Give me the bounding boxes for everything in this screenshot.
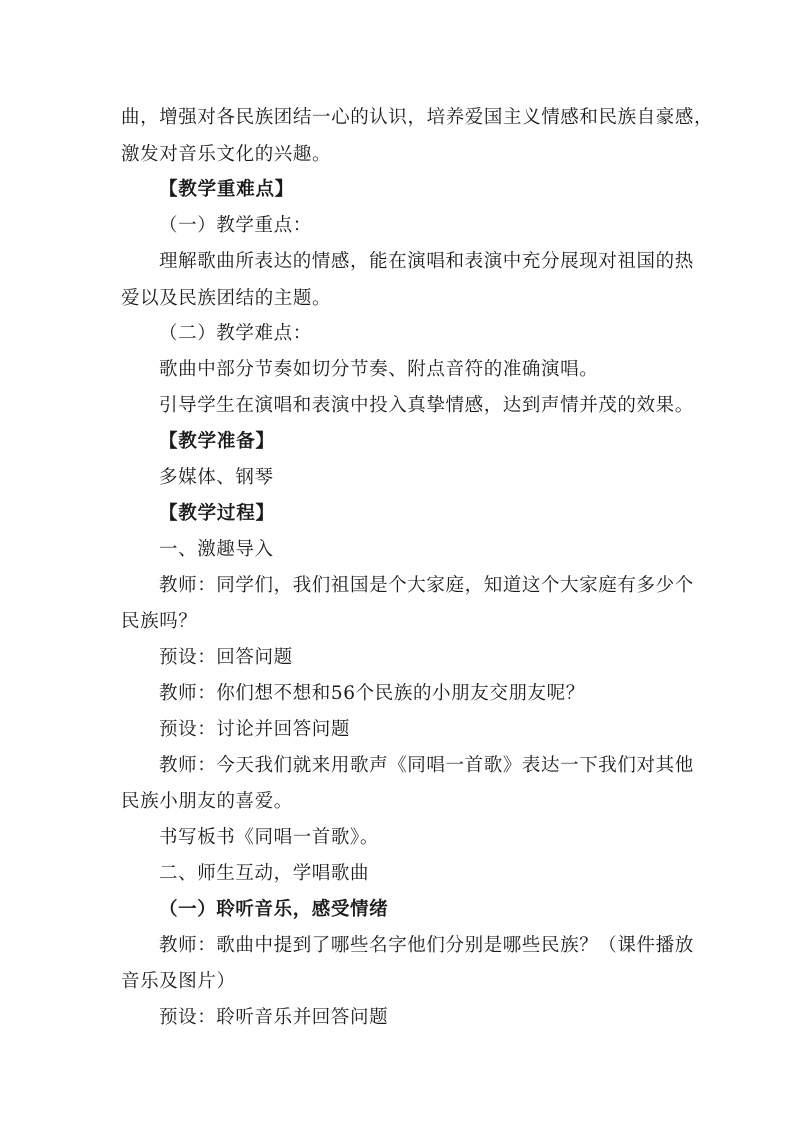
paragraph-line: 歌曲中部分节奏如切分节奏、附点音符的准确演唱。 (159, 359, 599, 380)
section-heading-preparation: 【教学准备】 (159, 431, 275, 452)
paragraph-line: 曲，增强对各民族团结一心的认识，培养爱国主义情感和民族自豪感， (121, 107, 714, 128)
paragraph-line: 理解歌曲所表达的情感，能在演唱和表演中充分展现对祖国的热 (159, 251, 694, 272)
paragraph-line: 教师：歌曲中提到了哪些名字他们分别是哪些民族？（课件播放 (159, 935, 694, 956)
paragraph-line: 预设：讨论并回答问题 (159, 719, 351, 740)
paragraph-line: 教师：同学们，我们祖国是个大家庭，知道这个大家庭有多少个 (159, 575, 694, 596)
subheading-difficult-point: （二）教学难点： (159, 323, 312, 344)
paragraph-line: 教师：你们想不想和56个民族的小朋友交朋友呢？ (159, 683, 585, 704)
paragraph-line: 预设：聆听音乐并回答问题 (159, 1007, 389, 1028)
step-heading-introduction: 一、激趣导入 (159, 539, 274, 560)
paragraph-line: 预设：回答问题 (159, 647, 293, 668)
subheading-listening: （一）聆听音乐，感受情绪 (159, 899, 389, 920)
paragraph-line: 音乐及图片） (121, 971, 236, 992)
paragraph-line: 书写板书《同唱一首歌》。 (159, 827, 379, 848)
paragraph-line: 爱以及民族团结的主题。 (121, 288, 332, 309)
paragraph-line: 教师：今天我们就来用歌声《同唱一首歌》表达一下我们对其他 (159, 755, 694, 776)
section-heading-process: 【教学过程】 (159, 503, 275, 524)
paragraph-line: 引导学生在演唱和表演中投入真挚情感，达到声情并茂的效果。 (159, 395, 694, 416)
paragraph-line: 多媒体、钢琴 (159, 467, 274, 488)
step-heading-interaction: 二、师生互动，学唱歌曲 (159, 863, 370, 884)
section-heading-key-points: 【教学重难点】 (159, 179, 295, 200)
paragraph-line: 民族吗？ (121, 611, 198, 632)
subheading-key-point: （一）教学重点： (159, 215, 312, 236)
paragraph-line: 民族小朋友的喜爱。 (121, 791, 293, 812)
paragraph-line: 激发对音乐文化的兴趣。 (121, 144, 332, 165)
